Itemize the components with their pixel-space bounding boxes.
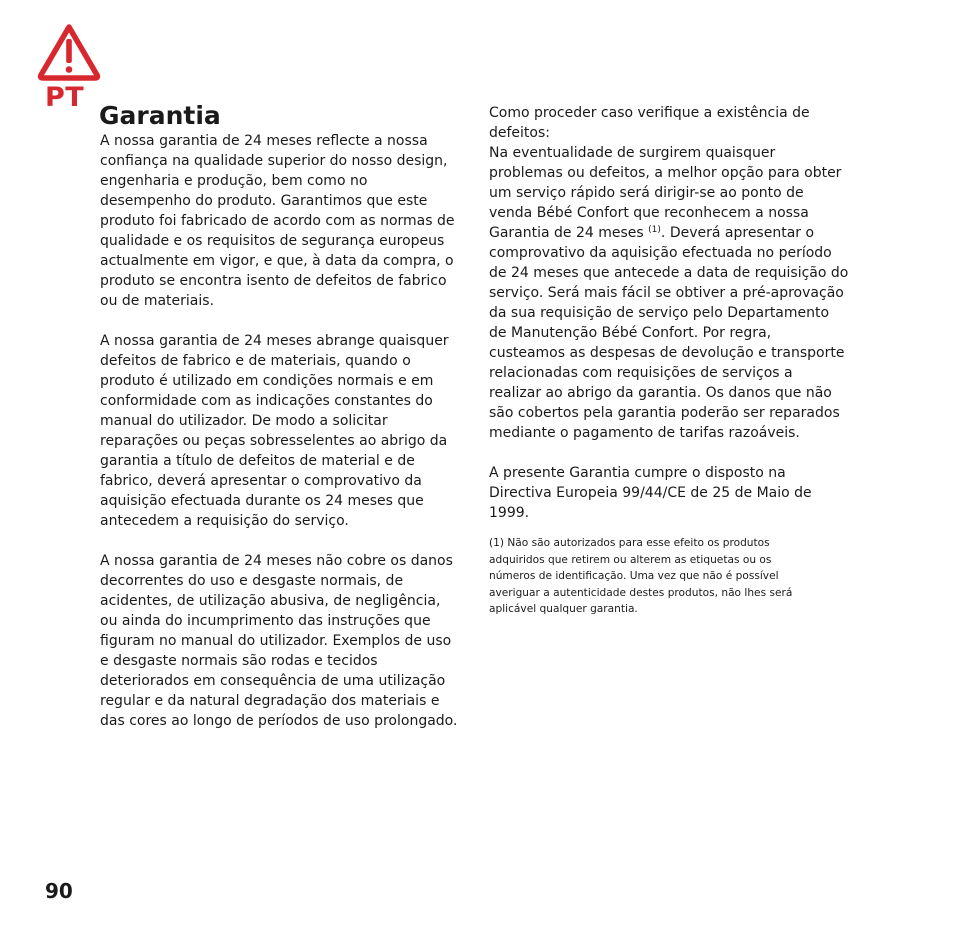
page-title: Garantia xyxy=(99,101,221,130)
warranty-intro-paragraph: A nossa garantia de 24 meses reflecte a nossa confiança na qualidade superior do nosso design, engenharia e produção, bem como no desempenho do produto. Garantimos que este produto foi fabricado de acordo com as normas de qualidade e os requisitos de segurança europeus actualmente em vigor, e que, à data da compra, o produto se encontra isento de defeitos de fabrico ou de materiais. xyxy=(100,133,455,309)
paragraph-spacer xyxy=(489,443,849,463)
right-column xyxy=(489,103,849,618)
page-number: 90 xyxy=(45,879,73,903)
defect-procedure-heading: Como proceder caso verifique a existência de defeitos: xyxy=(489,105,810,141)
defect-procedure-paragraph xyxy=(489,143,849,443)
procedure-text-end: . Deverá apresentar o comprovativo da aquisição efectuada no período de 24 meses que antecede a data de requisição do serviço. Será mais fácil se obtiver a pré-aprovação da sua requisição de serviço pelo Departamento de Manutenção Bébé Confort. Por regra, custeamos as despesas de devolução e transporte relacionadas com requisições de serviços a realizar ao abrigo da garantia. Os danos que não são cobertos pela garantia poderão ser reparados mediante o pagamento de tarifas razoáveis. xyxy=(489,225,849,441)
footnote-text: (1) Não são autorizados para esse efeito os produtos adquiridos que retirem ou alterem as etiquetas ou os números de identificação. Uma vez que não é possível averiguar a autenticidade destes produtos, não lhes será aplicável qualquer garantia. xyxy=(489,537,793,615)
paragraph-spacer xyxy=(100,311,460,331)
language-code: PT xyxy=(45,82,85,113)
warranty-coverage-paragraph: A nossa garantia de 24 meses abrange quaisquer defeitos de fabrico e de materiais, quando o produto é utilizado em condições normais e em conformidade com as indicações constantes do manual do utilizador. De modo a solicitar reparações ou peças sobresselentes ao abrigo da garantia a título de defeitos de material e de fabrico, deverá apresentar o comprovativo da aquisição efectuada durante os 24 meses que antecedem a requisição do serviço. xyxy=(100,333,449,529)
paragraph-spacer xyxy=(100,531,460,551)
warranty-exclusions-paragraph: A nossa garantia de 24 meses não cobre os danos decorrentes do uso e desgaste normais, de acidentes, de utilização abusiva, de negligência, ou ainda do incumprimento das instruções que figuram no manual do utilizador. Exemplos de uso e desgaste normais são rodas e tecidos deteriorados em consequência de uma utilização regular e da natural degradação dos materiais e das cores ao longo de períodos de uso prolongado. xyxy=(100,553,458,729)
left-column xyxy=(100,131,460,731)
warning-triangle-icon xyxy=(37,23,101,81)
footnote-reference: (1) xyxy=(648,225,661,235)
procedure-text-start: Na eventualidade de surgirem quaisquer problemas ou defeitos, a melhor opção para obter um serviço rápido será dirigir-se ao ponto de venda Bébé Confort que reconhecem a nossa Garantia de 24 meses xyxy=(489,145,842,241)
directive-paragraph: A presente Garantia cumpre o disposto na Directiva Europeia 99/44/CE de 25 de Maio de 1999. xyxy=(489,465,812,521)
